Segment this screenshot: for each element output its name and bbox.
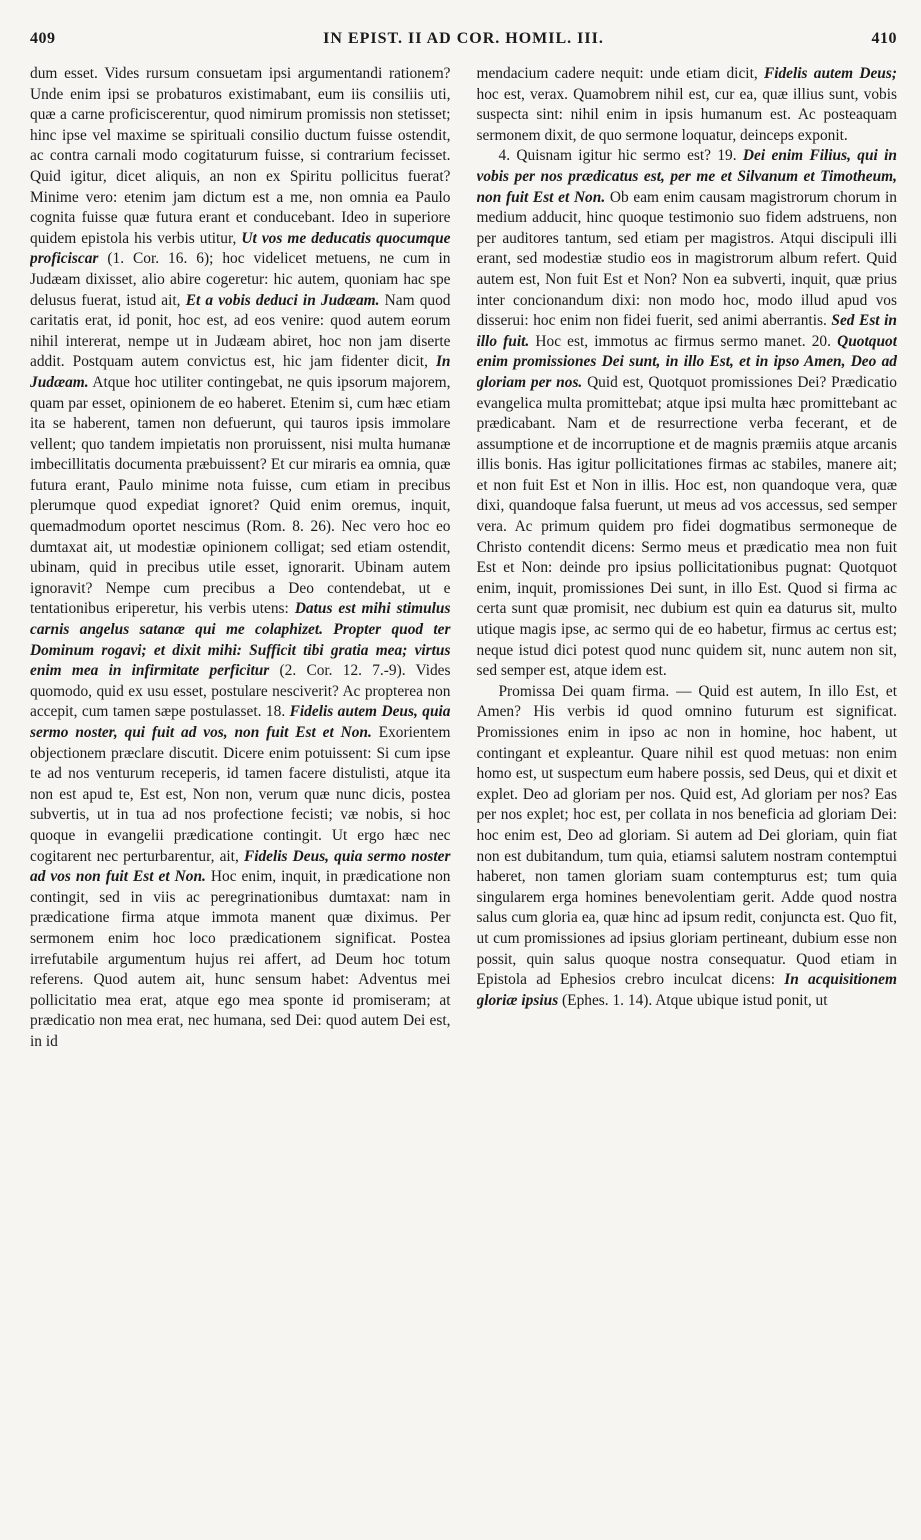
emphasis-text: Dei enim Filius, qui in vobis per nos prædicatus est, per me et Silvanum et Timotheum, non fuit Est et Non. <box>476 147 897 206</box>
left-column <box>30 64 451 1534</box>
paragraph <box>477 682 898 1012</box>
text-run: Quid est, <box>582 373 649 391</box>
text-run: Non ea subverti, inquit, quæ prius inter concionandum dixi: non modo hoc, modo illud apud vos disserui: hoc enim non fidei fuerit, sed animi aberrantis. <box>476 270 897 330</box>
emphasis-text: Deo ad gloriam. <box>567 826 671 844</box>
text-run: Exorientem objectionem præclare discutit. Dicere enim potuissent: Si cum ipse te ad nos venturum receperis, id tamen facere distulisti, atque ita non est apud te, Est est, Non non, verum quæ nunc dicis, postea subvertis, ut in tua ad nos profectione fecisti; væ nobis, si hoc quoque in evangelii prædicatione contingit. Ut ergo hæc nec cogitarent nec perturbarentur, ait, <box>30 724 451 865</box>
emphasis-text: Fidelis Deus, quia sermo noster ad vos non fuit Est et Non. <box>30 847 451 886</box>
text-run: Quid est, <box>675 785 741 803</box>
emphasis-text: Non fuit Est et Non? <box>545 270 678 288</box>
text-run: His verbis id quod omnino futurum est significat. Promissiones enim in ipso ac non in homine, hoc habent, ut contingant et expleantur. Quare nihil est quod metuas: non enim homo est, ut suspectum eum habere possis, sed Deus, qui et dixit et explet. <box>476 703 897 803</box>
emphasis-text: Rom. 8. 26 <box>251 518 326 536</box>
emphasis-text: Quid enim oremus <box>269 497 397 515</box>
emphasis-text: Sermo meus et prædicatio mea non fuit Est et Non: <box>476 538 897 577</box>
text-run: Quod si firma ac certa sunt quæ promisit, nec dubium est quin ea daturus sit, multo utique magis ipse, ac sermo qui de eo habetur, firmus ac certus est; neque istud dici potest quod nunc quidem sit, nunc autem non sit, sed semper est, atque idem est. <box>476 579 897 680</box>
text-run: deinde pro ipsius pollicitationibus pugnat: <box>552 559 839 577</box>
text-run: Hoc enim, inquit, in prædicatione non contingit, sed in viis ac peregrinationibus dumtaxat: nam in prædicatione firma atque immota manent quæ diximus. Per sermonem enim hoc loco prædicationem significat. Postea irrefutabile argumentum hujus rei affert, ad Deum hoc totum referens. Quod autem ait, hunc sensum habet: Adventus mei pollicitatio mea erat, atque ego mea sponte id promiseram; at prædicatio non mea erat, nec humana, sed Dei: quod autem Dei est, in id <box>30 868 451 1050</box>
emphasis-text: 1. Cor. 16. 6 <box>112 250 204 268</box>
text-run: Eas per nos explet; hoc est, per collata in nos beneficia ad gloriam Dei: hoc enim est, <box>476 785 897 844</box>
emphasis-text: Fidelis autem Deus, quia sermo noster, qui fuit ad vos, non fuit Est et Non. <box>30 703 451 741</box>
paragraph <box>477 64 898 146</box>
text-run: ( <box>558 991 568 1009</box>
emphasis-text: Cor. <box>306 662 333 680</box>
text-run: dum esset. Vides rursum consuetam ipsi argumentandi rationem? Unde enim ipsi se probaturos existimabant, eum iis consiliis uti, quæ a carne proficiscerentur, quod nimirum promissis non stetisset; hinc ipse vel maxime se spirituali consilio ductum fuisse ostendit, ac contra carnali modo cogitaturum fuisse, si contrarium fecisset. Quid igitur, dicet aliquis, an non ex Spiritu pollicitus fuerat? Minime vero: etenim jam dictum est a me, non omnia ea Paulo cognita fuisse quæ futura erant et conducebant. Ideo in superiore quidem epistola his verbis utitur, <box>30 65 451 247</box>
text-run: Prædicatio evangelica multa promittebat; atque ipsi multa hæc promittebant ac prædicabant. Nam et de resurrectione verba fecerant, et de assumptione et de incorruptione et de magnis præmiis atque arcanis illis bonis. Has igitur pollicitationes firmas ac stabiles, manere ait; et non fuit Est et Non in illis. Hoc est, non quandoque vera, quæ dixi, quandoque falsa fuerunt, ut meus ad vos accessus, sed semper vera. Ac primum quidem pro fidei dogmatibus sermoneque de Christo contendit dicens: <box>476 373 897 556</box>
text-run: , inquit, <box>507 579 563 597</box>
emphasis-text: Ad gloriam per nos? <box>740 785 870 803</box>
text-run: Hoc est, immotus ac firmus sermo manet. 20. <box>529 332 838 350</box>
text-run: Nam quod caritatis erat, id ponit, hoc est, ad eos venire: quod autem eorum nihil intererat, nempe ut in Judæam abiret, hoc non jam diserte addit. Postquam autem convictus est, hic jam fidenter dicit, <box>30 291 451 371</box>
emphasis-text: Fidelis autem Deus; <box>763 65 897 82</box>
emphasis-text: Quotquot enim <box>476 559 897 597</box>
emphasis-text: promissiones Dei sunt, in illo Est. <box>562 579 782 597</box>
text-run: Atque hoc utiliter contingebat, ne quis ipsorum majorem, quam par esset, opinionem de eo haberet. Etenim si, cum hæc etiam ita se haberent, tamen non defuerunt, qui tauros ipsis immolare vellent; quo tandem impietatis non proruissent, nisi multa humanæ imbecillitatis documenta præbuissent? Et cur miraris ea omnia, quæ futura erant, Paulo minime nota fuisse, cum etiam in precibus plerumque quod expediat ignoret? <box>30 373 451 515</box>
text-run: ); hoc videlicet metuens, ne cum in Judæam dixisset, alio abire cogeretur: hic autem, quoniam hac spe delusus fuerat, istud ait, <box>30 250 451 309</box>
right-column <box>477 64 898 1534</box>
text-run: — Quid est autem, <box>669 682 809 700</box>
emphasis-text: In Judæam. <box>30 353 451 391</box>
text-run: 1. 14). Atque ubique istud ponit, ut <box>608 991 828 1009</box>
text-run: ( <box>98 250 113 268</box>
emphasis-text: Ut vos me deducatis quocumque proficiscar <box>30 229 451 268</box>
text-run: mendacium cadere nequit: unde etiam dicit, <box>476 65 764 82</box>
page-number-right: 410 <box>871 30 897 47</box>
paragraph <box>477 146 898 681</box>
emphasis-text: In acquisitionem gloriæ ipsius <box>476 971 897 1009</box>
emphasis-text: Promissa Dei quam firma. <box>498 682 670 700</box>
paragraph <box>30 64 451 1053</box>
emphasis-text: Quotquot promissiones Dei? <box>648 373 827 391</box>
text-run: 4. Quisnam igitur hic sermo est? 19. <box>498 147 743 165</box>
running-title: IN EPIST. II AD COR. HOMIL. III. <box>323 30 604 47</box>
text-run: ( <box>240 518 252 536</box>
page-number-left: 409 <box>30 30 56 47</box>
emphasis-text: Deo ad gloriam per nos. <box>522 785 676 803</box>
text-run: hoc est, verax. Quamobrem nihil est, cur ea, quæ illius sunt, vobis suspecta sint: nihil enim in ipsis humanum est. Ac posteaquam sermonem dixit, de quo sermone loquatur, deinceps exponit. <box>476 85 897 144</box>
emphasis-text: Sed Est in illo fuit. <box>476 312 897 350</box>
text-run: ). Nec vero hoc eo dumtaxat ait, ut modestiæ opinionem colligat; sed etiam ostendit, ubinam, quid in precibus utile esset, ignorarit. Ubinam autem ignoravit? Nempe cum precibus a Deo contendebat, ut e tentationibus eriperetur, his verbis utens: <box>30 518 451 618</box>
text-columns <box>30 64 897 1534</box>
running-header <box>30 30 897 60</box>
text-run: 12. 7.-9). Vides quomodo, quid ex usu esset, postulare nesciverit? Ac propterea non accepit, cum tamen sæpe postulasset. 18. <box>30 662 451 721</box>
emphasis-text: Quotquot enim promissiones Dei sunt, in illo Est, et in ipso Amen, Deo ad gloriam per nos. <box>476 332 897 391</box>
emphasis-text: Datus est mihi stimulus carnis angelus satanæ qui me colaphizet. Propter quod ter Dominum rogavi; et dixit mihi: Sufficit tibi gratia mea; virtus enim mea in infirmitate perficitur <box>30 600 451 680</box>
emphasis-text: quemadmodum oportet nescimus <box>30 518 240 536</box>
text-run: Ob eam enim causam magistrorum chorum in medium adducit, hinc quoque testimonio suo fidem adstruens, non per auditores tantum, sed etiam per magistros. Atqui discipuli illi erant, sed modestiæ studio eos in magistrorum album refert. Quid autem est, <box>476 188 897 288</box>
emphasis-text: Et a vobis deduci in Judæam. <box>185 291 380 309</box>
emphasis-text: In illo Est, et Amen? <box>476 682 897 721</box>
text-run: (2. <box>269 662 307 680</box>
text-run: , inquit, <box>396 497 451 515</box>
emphasis-text: Ephes. <box>567 991 609 1009</box>
text-run: Si autem ad Dei gloriam, quin fiat non est dubitandum, tum quia, etiamsi salutem nostram contemptui haberet, non tamen gloriam suam contempturus est; tum quia singularem erga homines benevolentiam gerit. Adde quod nostra salus cum gloria ea, quæ hinc ad ipsum redit, conjuncta est. Quo fit, ut cum promissiones ad ipsius gloriam pertineant, dubium esse non possit, quin salus quoque nostra consequatur. Quod etiam in Epistola ad Ephesios crebro inculcat dicens: <box>476 826 897 989</box>
